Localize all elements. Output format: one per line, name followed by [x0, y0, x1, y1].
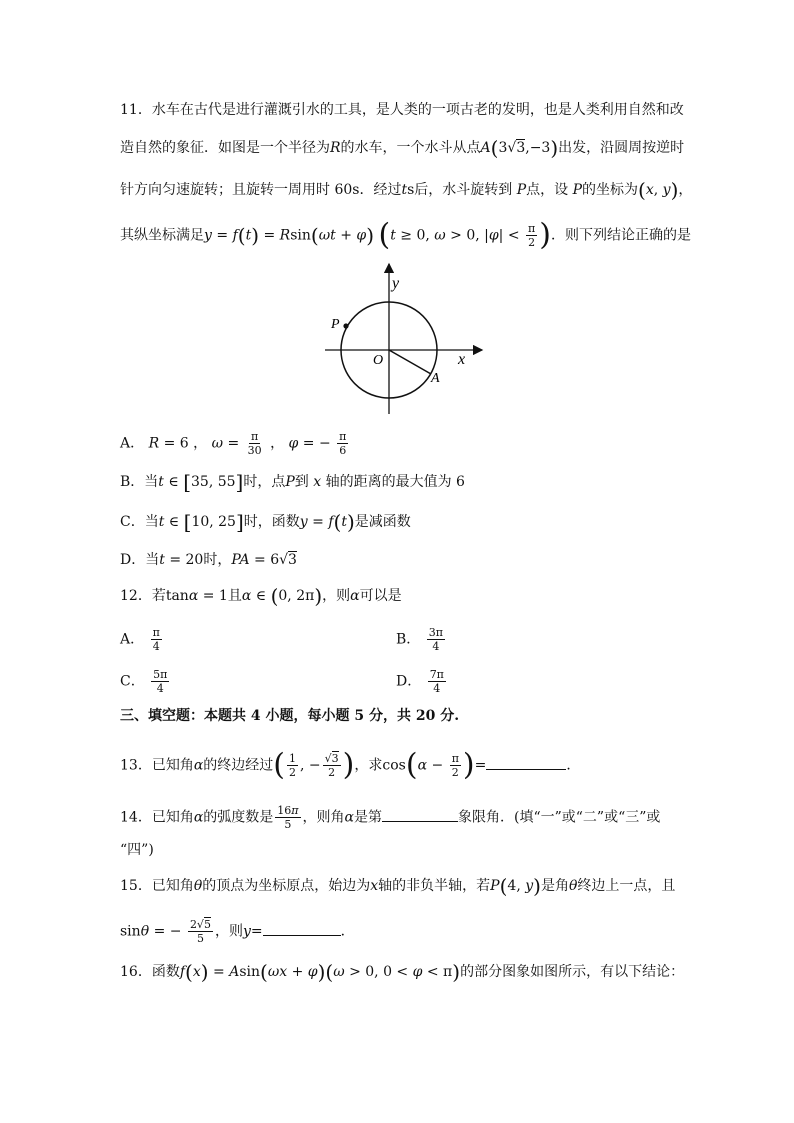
answer-blank-14[interactable]: [382, 807, 458, 822]
radius-OA: [389, 350, 431, 374]
q12-option-a: A． $\frac{\pi}{4}$: [120, 626, 160, 653]
q14-line2: “四”): [120, 842, 154, 858]
q13: 13．已知角α的终边经过( $\frac{1}{2}$ , − $\frac{√3}{2}$ )，求cos(α − $\frac{\pi}{2}$ )= ．: [120, 747, 581, 783]
p-label: P: [331, 317, 340, 332]
q11-option-d: D．当t = 20时，PA = 6√3: [120, 552, 297, 568]
q12-stem: 12．若tanα = 1且α ∈ (0, 2π)，则α可以是: [120, 584, 402, 608]
q12-option-b: B． $\frac{3\pi}{4}$: [396, 626, 443, 653]
q11-line1: 11．水车在古代是进行灌溉引水的工具，是人类的一项古老的发明，也是人类利用自然和改: [120, 102, 684, 118]
q15-line2: sinθ = − $\frac{2√5}{5}$ ，则y= ．: [120, 918, 355, 945]
q11-line2: 造自然的象征．如图是一个半径为R的水车，一个水斗从点A(3√3,−3)出发，沿圆周按逆时: [120, 136, 685, 160]
q11-line3: 针方向匀速旋转；且旋转一周用时 60s．经过ts后，水斗旋转到 P点，设 P的坐标为(x, y)，: [120, 178, 693, 202]
section-3-title: 三、填空题：本题共 4 小题，每小题 5 分，共 20 分.: [120, 708, 460, 724]
water-wheel-figure: [320, 258, 490, 418]
q11-line4: 其纵坐标满足y = f(t) = Rsin(ωt + φ) (t ≥ 0, ω > 0, |φ| < $\frac{\pi}{2}$ )．则下列结论正确的是: [120, 217, 691, 253]
q12-option-d: D． $\frac{7\pi}{4}$: [396, 668, 444, 695]
a-label: A: [431, 371, 440, 386]
q14-line1: 14．已知角α的弧度数是 $\frac{16\pi}{5}$ ，则角α是第 象限角．(填“一”或“二”或“三”或: [120, 804, 661, 831]
answer-blank-13[interactable]: [486, 755, 566, 770]
origin-label: O: [373, 353, 384, 368]
q11-option-c: C．当t ∈ [10, 25]时，函数y = f(t)是减函数: [120, 510, 411, 534]
point-P: [343, 323, 348, 328]
q11-option-a: A． R = 6 ， ω = $\frac{\pi}{30}$ ， φ = − $\frac{\pi}{6}$: [120, 430, 347, 457]
q12-option-c: C． $\frac{5\pi}{4}$: [120, 668, 168, 695]
y-label: y: [392, 275, 400, 292]
q11-option-b: B．当t ∈ [35, 55]时，点P到 x 轴的距离的最大值为 6: [120, 470, 465, 494]
answer-blank-15[interactable]: [263, 921, 341, 936]
x-label: x: [458, 351, 466, 368]
q16: 16．函数f(x) = Asin(ωx + φ)(ω > 0, 0 < φ < π)的部分图象如图所示，有以下结论：: [120, 960, 685, 984]
q15-line1: 15．已知角θ的顶点为坐标原点，始边为x轴的非负半轴，若P(4, y)是角θ终边上一点，且: [120, 874, 676, 898]
